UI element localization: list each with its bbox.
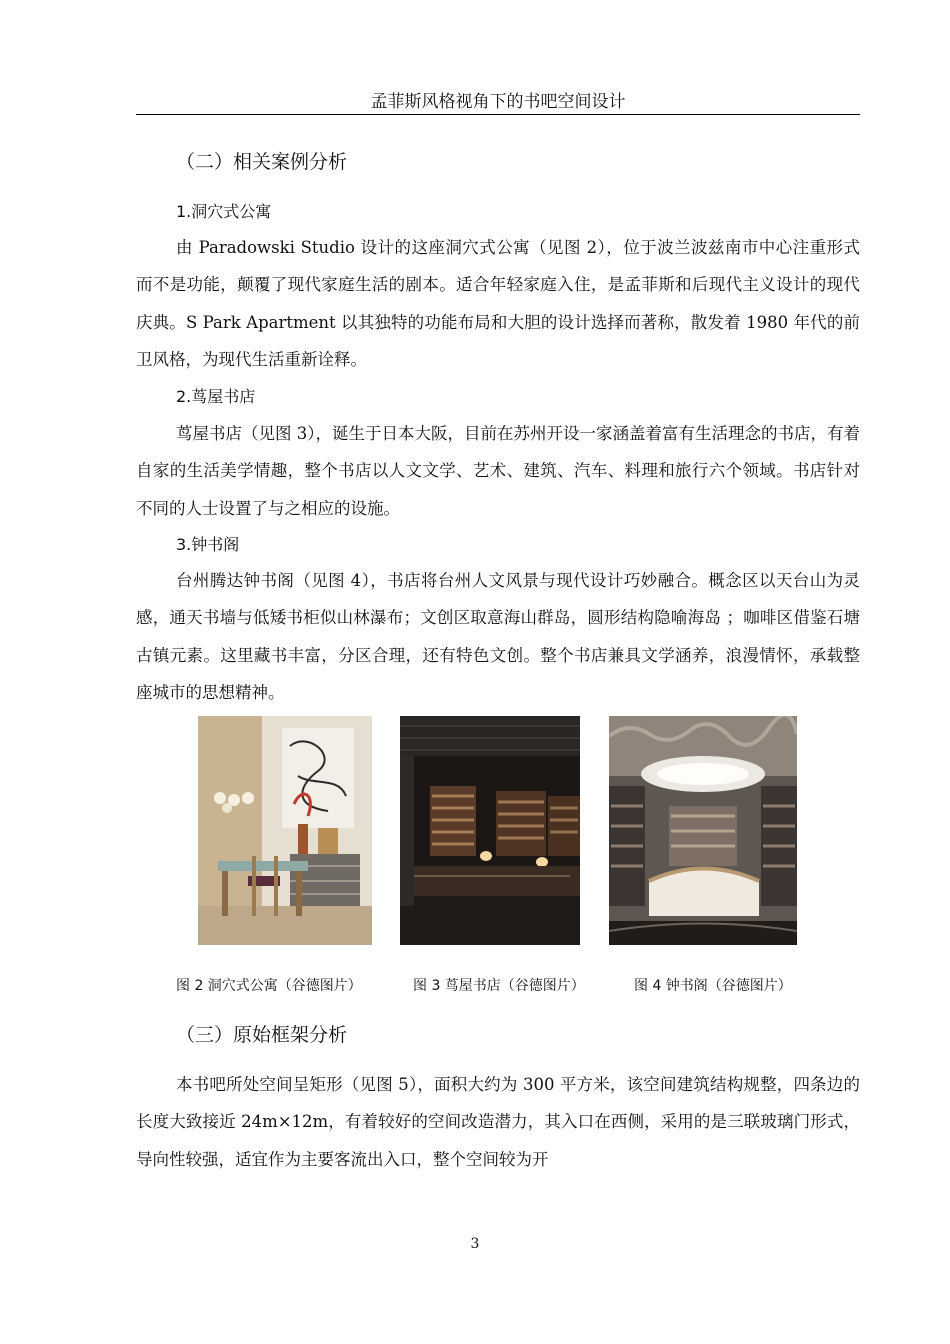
- figure-caption-2: 图 2 洞穴式公寓（谷德图片）: [176, 978, 362, 994]
- figure-caption-4: 图 4 钟书阁（谷德图片）: [634, 978, 792, 994]
- header-rule: [136, 114, 860, 115]
- case-title-2: 2.茑屋书店: [176, 387, 256, 406]
- page-number: 3: [470, 1236, 480, 1252]
- section-heading-cases: （二）相关案例分析: [176, 151, 348, 173]
- case-title-1: 1.洞穴式公寓: [176, 202, 272, 221]
- figure-zhongshuge-bookstore: [609, 716, 797, 945]
- running-header: 孟菲斯风格视角下的书吧空间设计: [370, 92, 626, 112]
- case-text-1: 由 Paradowski Studio 设计的这座洞穴式公寓（见图 2），位于波兰波兹南市中心注重形式而不是功能，颠覆了现代家庭生活的剧本。适合年轻家庭入住，是孟菲斯和后现代主义设计的现代庆典。S Park Apartment 以其独特的功能布局和大胆的设计选择而著称，散发着 1980 年代的前卫风格，为现代生活重新诠释。: [136, 238, 860, 370]
- figure-tsutaya-bookstore: [400, 716, 580, 945]
- case-text-2: 茑屋书店（见图 3），诞生于日本大阪，目前在苏州开设一家涵盖着富有生活理念的书店，有着自家的生活美学情趣，整个书店以人文文学、艺术、建筑、汽车、料理和旅行六个领域。书店针对不同的人士设置了与之相应的设施。: [136, 424, 860, 518]
- framework-text: 本书吧所处空间呈矩形（见图 5），面积大约为 300 平方米，该空间建筑结构规整，四条边的长度大致接近 24m×12m，有着较好的空间改造潜力，其入口在西侧，采用的是三联玻璃门形式，导向性较强，适宜作为主要客流出入口，整个空间较为开: [136, 1075, 860, 1169]
- figure-cave-apartment: [198, 716, 372, 945]
- section-heading-framework: （三）原始框架分析: [176, 1024, 348, 1046]
- case-text-3: 台州腾达钟书阁（见图 4），书店将台州人文风景与现代设计巧妙融合。概念区以天台山为灵感，通天书墙与低矮书柜似山林瀑布；文创区取意海山群岛，圆形结构隐喻海岛 ；咖啡区借鉴石塘古镇元素。这里藏书丰富，分区合理，还有特色文创。整个书店兼具文学涵养，浪漫情怀，承载整座城市的思想精神。: [136, 571, 860, 703]
- figure-caption-3: 图 3 茑屋书店（谷德图片）: [413, 978, 585, 994]
- case-title-3: 3.钟书阁: [176, 535, 240, 554]
